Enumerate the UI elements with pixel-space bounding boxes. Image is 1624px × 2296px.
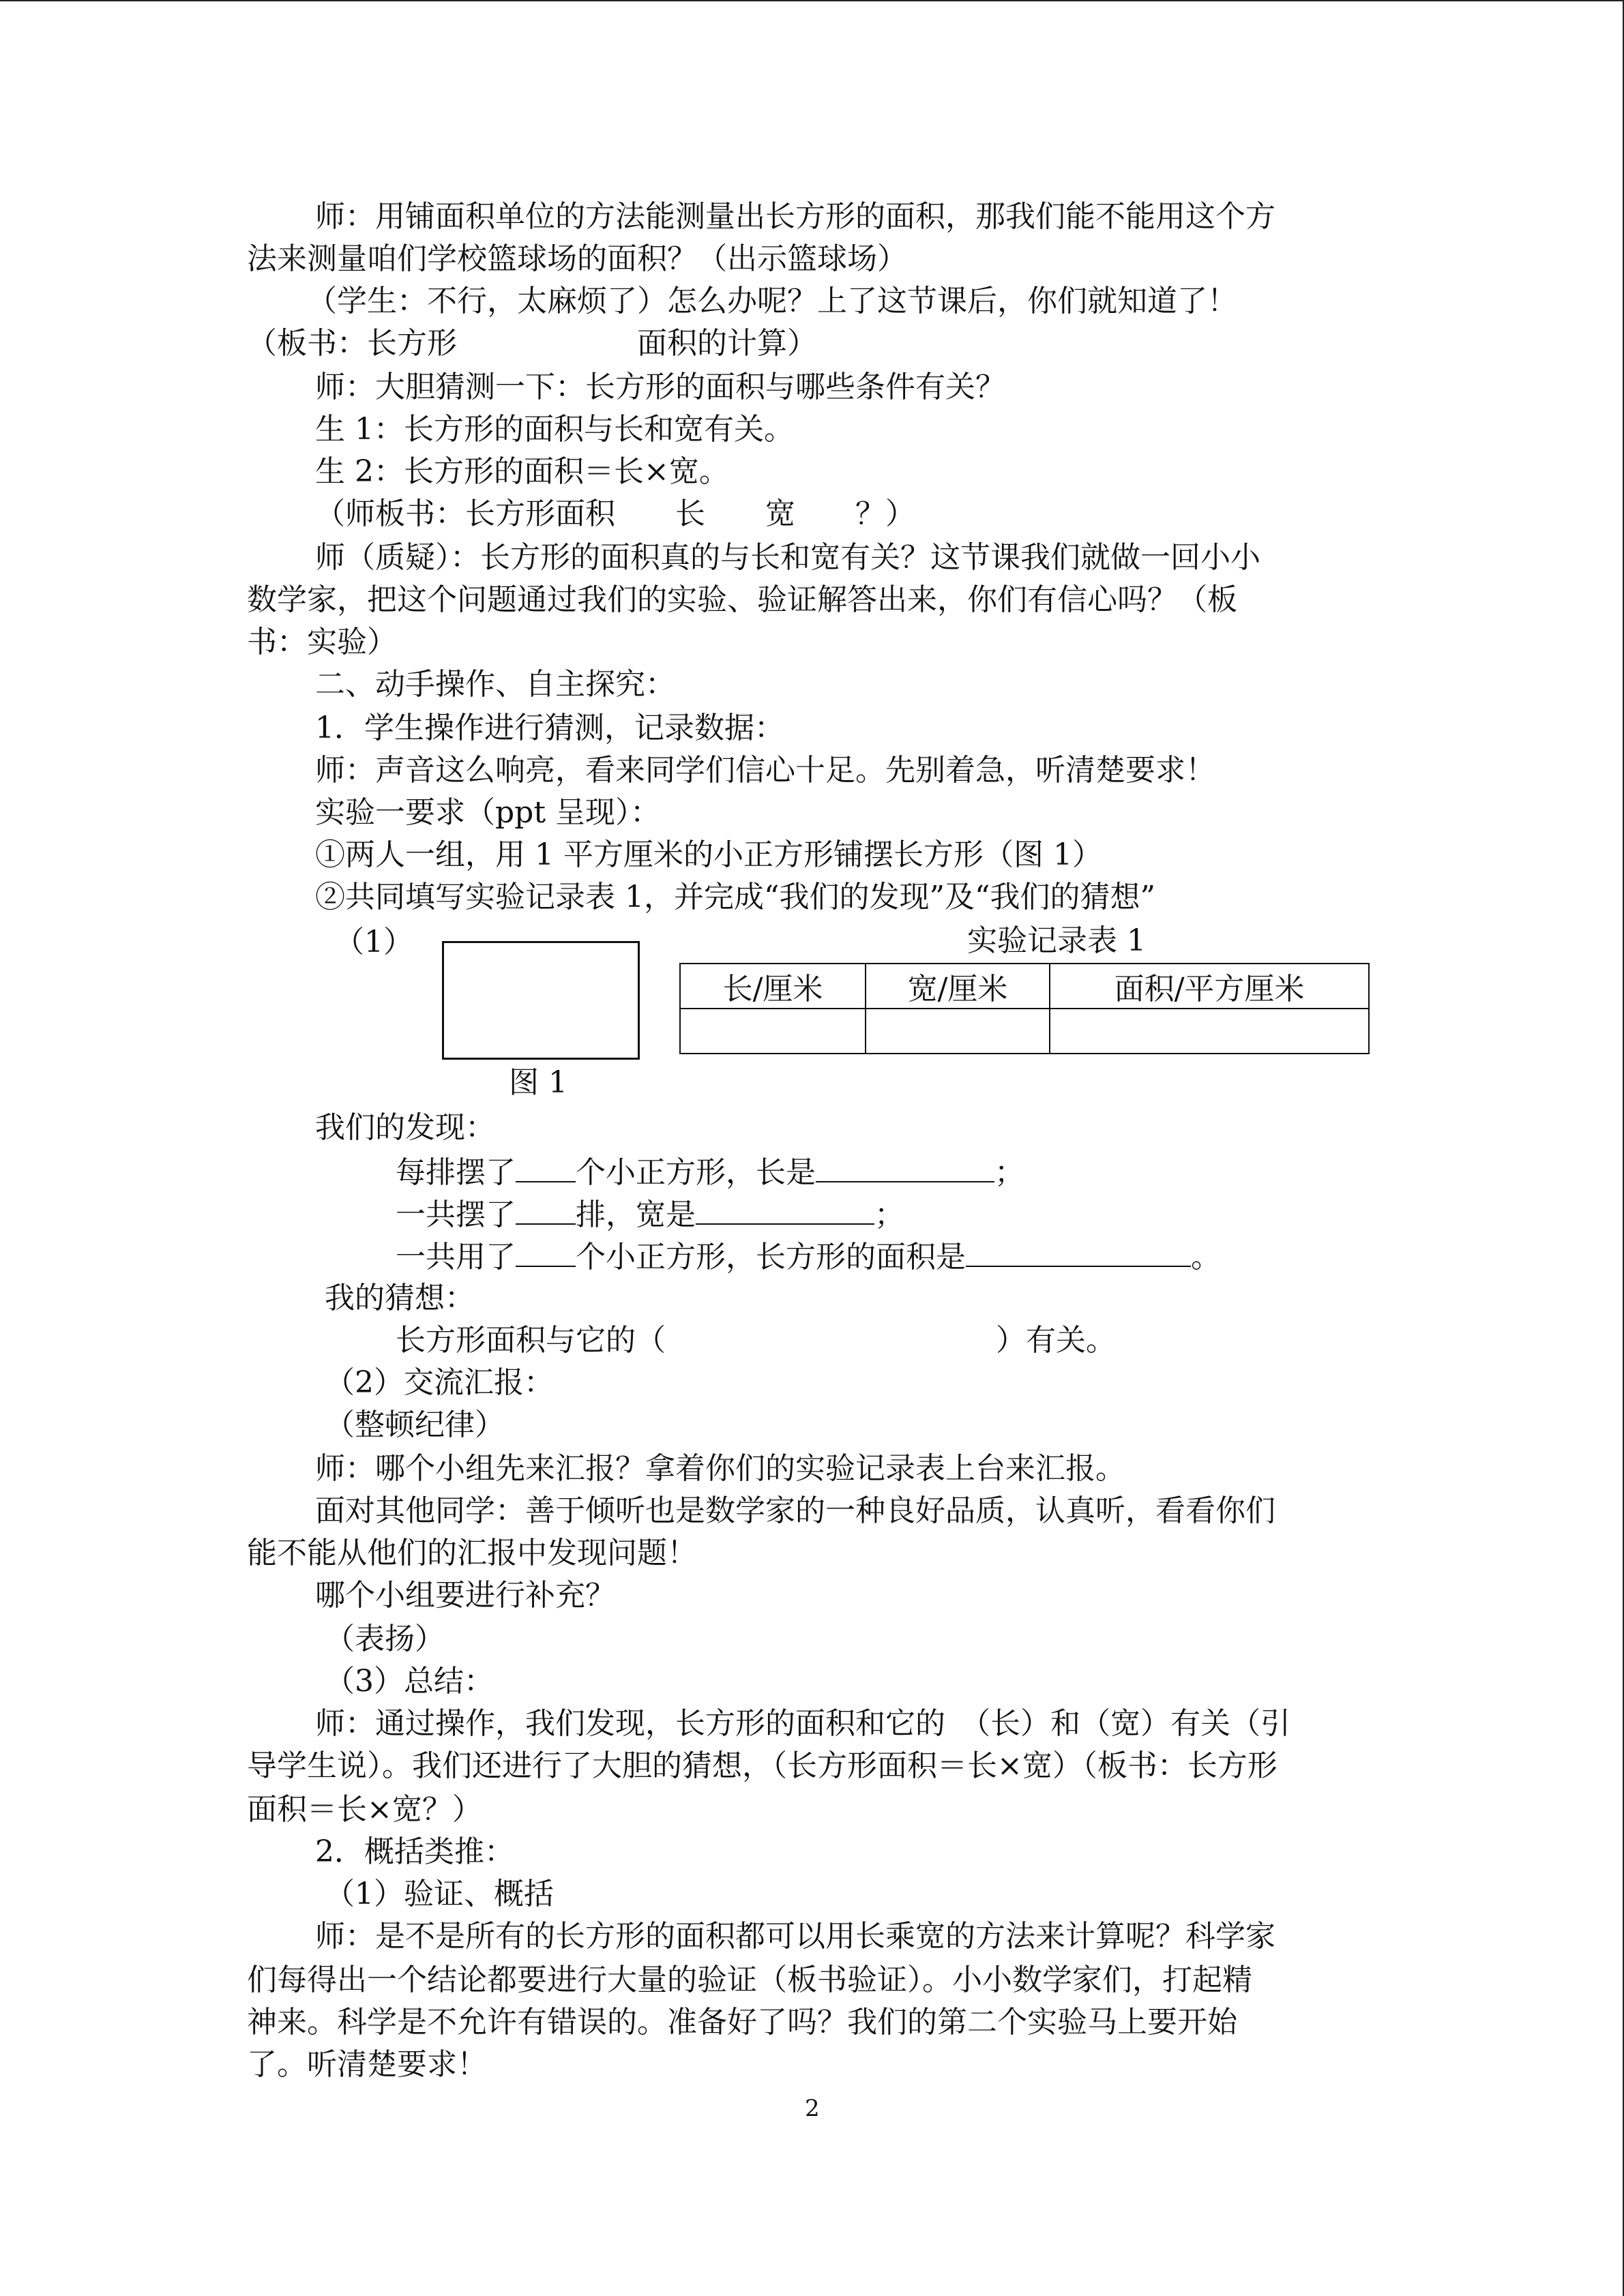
text-line: 导学生说）。我们还进行了大胆的猜想，（长方形面积＝长×宽）（板书：长方形 [247, 1748, 1278, 1783]
figure-caption: 图 1 [509, 1065, 567, 1100]
text-line: 师：哪个小组先来汇报？拿着你们的实验记录表上台来汇报。 [315, 1451, 1125, 1486]
text-line: 实验一要求（ppt 呈现）： [315, 795, 660, 830]
fill-blank[interactable] [516, 1193, 576, 1225]
discovery-text: 排，宽是 [576, 1197, 696, 1232]
text-line: （2）交流汇报： [325, 1365, 554, 1400]
text-line: （3）总结： [325, 1664, 494, 1699]
fill-blank[interactable] [516, 1236, 576, 1267]
page-border-top [0, 0, 1624, 1]
guess-text: 长方形面积与它的（ [396, 1323, 666, 1358]
guess-heading: 我的猜想： [325, 1281, 475, 1315]
text-line: 数学家，把这个问题通过我们的实验、验证解答出来，你们有信心吗？（板 [247, 582, 1237, 617]
table-row-blank [680, 1009, 1369, 1054]
header-width: 宽/厘米 [866, 964, 1050, 1009]
text-line: 师：通过操作，我们发现，长方形的面积和它的 （长）和（宽）有关（引 [315, 1706, 1290, 1741]
cell-length [680, 1009, 866, 1054]
text-line: 神来。科学是不允许有错误的。准备好了吗？我们的第二个实验马上要开始 [247, 2005, 1237, 2040]
fill-blank[interactable] [816, 1151, 994, 1182]
discovery-text: 个小正方形，长是 [576, 1155, 816, 1190]
discovery-line-1 [396, 1151, 1024, 1192]
text-line: 哪个小组要进行补充？ [315, 1578, 615, 1613]
guess-text: ）有关。 [996, 1323, 1116, 1358]
text-line: 2．概括类推： [315, 1834, 514, 1869]
text-line: 生 2：长方形的面积＝长×宽。 [315, 454, 729, 489]
table-header-row [680, 964, 1369, 1009]
text-line: 面积＝长×宽？） [247, 1792, 482, 1827]
discovery-line-2 [396, 1193, 904, 1234]
text-line: （师板书：长方形面积 长 宽 ？） [315, 496, 915, 531]
text-line: 了。听清楚要求！ [247, 2047, 487, 2082]
text-line: 书：实验） [247, 625, 397, 659]
page-number: 2 [805, 2095, 820, 2122]
text-line: （表扬） [325, 1622, 445, 1656]
discovery-text: 。 [1191, 1240, 1221, 1274]
text-line: 生 1：长方形的面积与长和宽有关。 [315, 412, 794, 447]
fill-blank[interactable] [966, 1236, 1191, 1267]
table-title: 实验记录表 1 [967, 923, 1146, 958]
discovery-text: 每排摆了 [396, 1155, 516, 1190]
text-line: 能不能从他们的汇报中发现问题！ [247, 1536, 697, 1570]
text-line: 1．学生操作进行猜测，记录数据： [315, 711, 784, 745]
cell-area [1050, 1009, 1369, 1054]
text-line: ①两人一组，用 1 平方厘米的小正方形铺摆长方形（图 1） [315, 837, 1102, 872]
text-line: （1）验证、概括 [325, 1877, 554, 1911]
figure-1-rectangle [442, 941, 640, 1060]
discovery-heading: 我们的发现： [315, 1110, 495, 1145]
fill-blank[interactable] [516, 1151, 576, 1182]
discovery-line-3 [396, 1236, 1221, 1277]
text-line: （整顿纪律） [325, 1407, 505, 1442]
figure-number: （1） [334, 925, 413, 959]
guess-line [396, 1322, 1116, 1360]
text-line: （学生：不行，太麻烦了）怎么办呢？上了这节课后，你们就知道了！ [307, 284, 1237, 318]
discovery-text: ； [874, 1197, 904, 1232]
discovery-text: ； [994, 1155, 1024, 1190]
text-line: 师（质疑）：长方形的面积真的与长和宽有关？这节课我们就做一回小小 [315, 540, 1260, 575]
text-line: （板书：长方形 面积的计算） [247, 326, 817, 361]
discovery-text: 个小正方形，长方形的面积是 [576, 1240, 966, 1274]
text-line: 师：用铺面积单位的方法能测量出长方形的面积，那我们能不能用这个方 [315, 199, 1275, 234]
record-table [679, 963, 1370, 1054]
fill-blank[interactable] [696, 1193, 874, 1225]
text-line: 法来测量咱们学校篮球场的面积？（出示篮球场） [247, 241, 907, 276]
header-area: 面积/平方厘米 [1050, 964, 1369, 1009]
header-length: 长/厘米 [680, 964, 866, 1009]
cell-width [866, 1009, 1050, 1054]
text-line: 面对其他同学：善于倾听也是数学家的一种良好品质，认真听，看看你们 [315, 1493, 1275, 1528]
text-line: 师：大胆猜测一下：长方形的面积与哪些条件有关？ [315, 370, 1005, 404]
text-line: ②共同填写实验记录表 1，并完成“我们的发现”及“我们的猜想” [315, 880, 1155, 914]
text-line: 师：是不是所有的长方形的面积都可以用长乘宽的方法来计算呢？科学家 [315, 1919, 1275, 1954]
discovery-text: 一共用了 [396, 1240, 516, 1274]
text-line: 二、动手操作、自主探究： [315, 667, 675, 702]
text-line: 们每得出一个结论都要进行大量的验证（板书验证）。小小数学家们，打起精 [247, 1963, 1252, 1997]
discovery-text: 一共摆了 [396, 1197, 516, 1232]
text-line: 师：声音这么响亮，看来同学们信心十足。先别着急，听清楚要求！ [315, 753, 1215, 788]
